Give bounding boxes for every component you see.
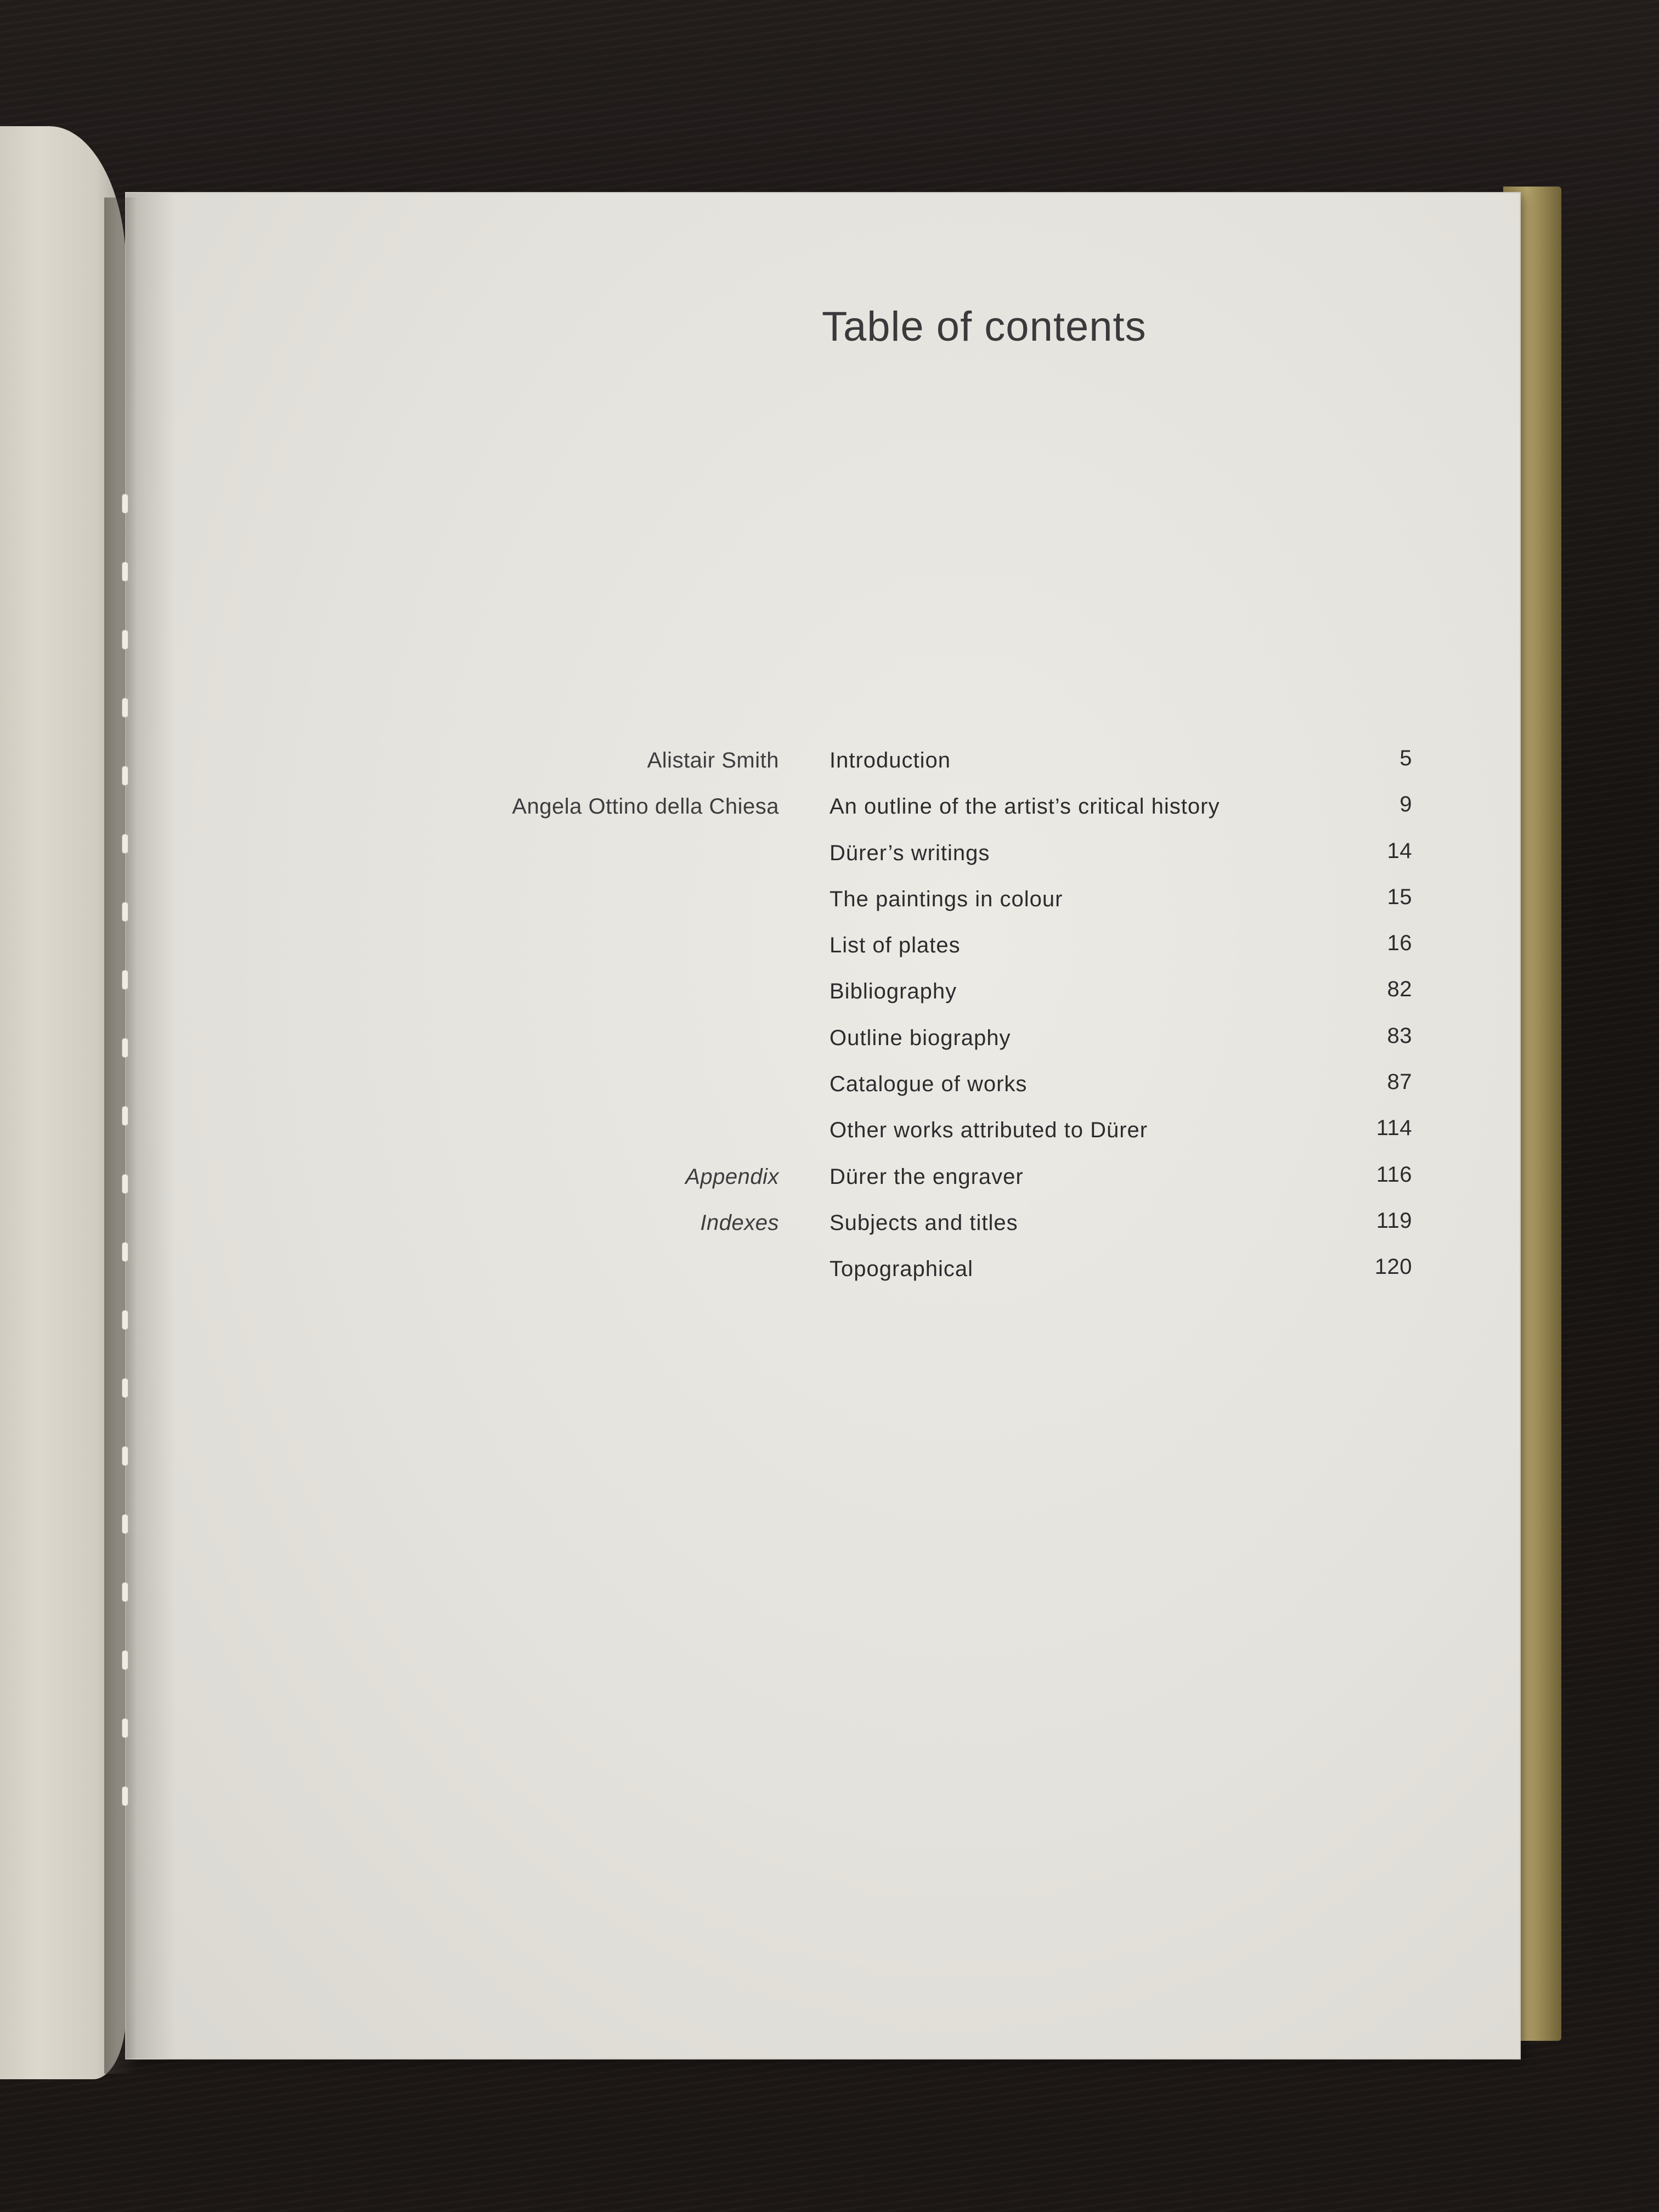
toc-page-number: 116	[1376, 1162, 1412, 1187]
stitch-hole	[122, 1310, 128, 1330]
toc-author: Indexes	[700, 1210, 779, 1235]
toc-page-number: 120	[1374, 1255, 1412, 1279]
stitch-hole	[122, 562, 128, 582]
stitch-hole	[122, 902, 128, 922]
toc-page-number: 9	[1400, 792, 1412, 817]
toc-row	[126, 979, 1520, 1025]
toc-entry-title: Dürer the engraver	[830, 1164, 1024, 1189]
toc-entry-title: Outline biography	[830, 1025, 1011, 1050]
gutter-shadow	[104, 198, 137, 2074]
stitch-hole	[122, 630, 128, 650]
stitch-hole	[122, 1514, 128, 1534]
toc-page-number: 87	[1387, 1070, 1412, 1094]
toc-entry-title: Introduction	[830, 748, 951, 772]
toc-row	[126, 933, 1520, 979]
stitch-hole	[122, 1038, 128, 1058]
toc-entry-title: Topographical	[830, 1257, 974, 1282]
toc-author: Appendix	[685, 1164, 779, 1189]
toc-page-number: 119	[1376, 1208, 1412, 1233]
toc-entry-title: Catalogue of works	[830, 1072, 1028, 1097]
stitch-hole	[122, 1446, 128, 1466]
toc-entry-title: List of plates	[830, 933, 961, 958]
stitch-hole	[122, 1174, 128, 1194]
toc-row	[126, 1072, 1520, 1118]
toc-entry-title: The paintings in colour	[830, 887, 1063, 911]
toc-row	[126, 838, 1520, 887]
toc-author: Angela Ottino della Chiesa	[512, 794, 779, 819]
stitch-hole	[122, 698, 128, 718]
toc-page-number: 5	[1400, 746, 1412, 770]
stitch-hole	[122, 1242, 128, 1262]
toc-row	[126, 794, 1520, 840]
toc-row	[126, 748, 1520, 794]
toc-row	[126, 1023, 1520, 1072]
stitch-hole	[122, 834, 128, 854]
book-page	[126, 193, 1520, 2058]
table-of-contents	[126, 748, 1520, 1304]
toc-author: Alistair Smith	[647, 748, 779, 772]
toc-entry-title: Bibliography	[830, 979, 957, 1004]
toc-page-number: 83	[1387, 1023, 1412, 1048]
stitch-hole	[122, 1106, 128, 1126]
toc-entry-title: An outline of the artist’s critical history	[830, 794, 1220, 819]
stitch-hole	[122, 1650, 128, 1670]
toc-row	[126, 884, 1520, 933]
toc-page-number: 16	[1387, 931, 1412, 956]
toc-page-number: 14	[1387, 838, 1412, 863]
stitch-hole	[122, 1718, 128, 1738]
toc-page-number: 82	[1387, 977, 1412, 1002]
toc-page-number: 15	[1387, 884, 1412, 909]
stitch-hole	[122, 970, 128, 990]
stitch-hole	[122, 494, 128, 514]
toc-entry-title: Subjects and titles	[830, 1210, 1018, 1235]
toc-row	[126, 1208, 1520, 1257]
page-title: Table of contents	[822, 303, 1147, 350]
toc-row	[126, 1162, 1520, 1211]
toc-page-number: 114	[1376, 1116, 1412, 1141]
toc-row	[126, 1118, 1520, 1164]
stitch-hole	[122, 766, 128, 786]
stitch-hole	[122, 1378, 128, 1398]
toc-entry-title: Dürer’s writings	[830, 840, 990, 865]
stitch-hole	[122, 1786, 128, 1806]
toc-entry-title: Other works attributed to Dürer	[830, 1118, 1148, 1143]
stitch-hole	[122, 1582, 128, 1602]
toc-row	[126, 1257, 1520, 1303]
